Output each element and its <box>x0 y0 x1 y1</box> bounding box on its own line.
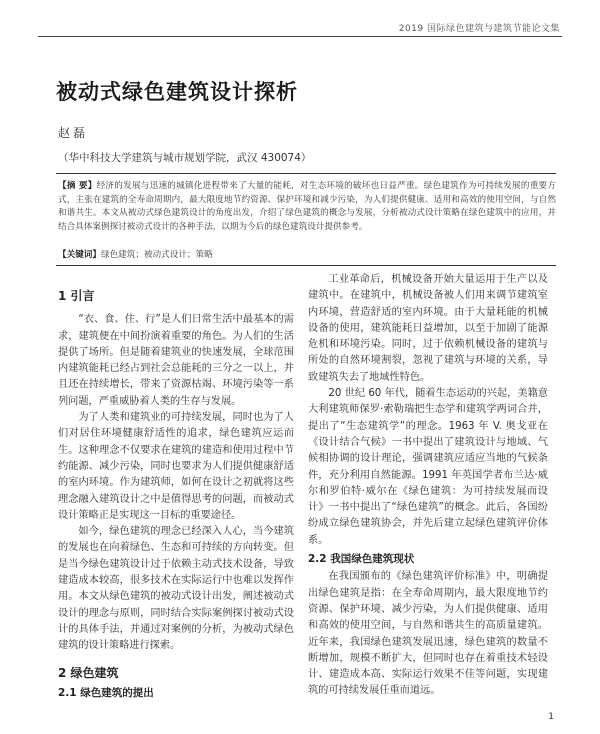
paragraph: “衣、食、住、行”是人们日常生活中最基本的需求，建筑便在中间扮演着重要的角色。为人们的生活提供了场所。但是随着建筑业的快速发展，全球范围内建筑能耗已经占到社会总能耗的三分之一以上，并且还在持续增长，带来了资源枯竭、环境污染等一系列问题，严重威胁着人类的生存与发展。 <box>58 314 294 407</box>
running-head: 2019 国际绿色建筑与建筑节能论文集 <box>398 24 560 34</box>
header-rule <box>38 36 562 37</box>
paragraph: 工业革命后，机械设备开始大量运用于生产以及建筑中。在建筑中，机械设备被人们用来调节建筑室内环境，营造舒适的室内环境。由于大量耗能的机械设备的使用，建筑能耗日益增加，以至于加剧了能源危机和环境污染。同时，过于依赖机械设备的建筑与所处的自然环境割裂，忽视了建筑与环境的关系，导致建筑失去了地域性特色。 <box>308 274 548 383</box>
author-name: 赵磊 <box>58 126 89 140</box>
author-affiliation: （华中科技大学建筑与城市规划学院，武汉 430074） <box>58 152 312 164</box>
abstract-text: 经济的发展与迅速的城镇化进程带来了大量的能耗，对生态环境的破坏也日益严重。绿色建筑作为可持续发展的重要方式，主张在建筑的全寿命周期内，最大限度地节约资源、保护环境和减少污染，为人们提供健康、适用和高效的使用空间，与自然和谐共生。本文从被动式绿色建筑设计的角度出发，介绍了绿色建筑的概念与发展，分析被动式设计策略在绿色建筑中的应用，并结合具体案例探讨被动式设计的各种手法，以期为今后的绿色建筑设计提供参考。 <box>58 181 556 232</box>
subsection-2-2-heading: 2.2 我国绿色建筑现状 <box>308 553 415 566</box>
keywords <box>58 248 213 260</box>
paragraph: 在我国颁布的《绿色建筑评价标准》中，明确提出绿色建筑是指：在全寿命周期内，最大限度地节约资源、保护环境、减少污染，为人们提供健康、适用和高效的使用空间，与自然和谐共生的高质量建筑。近年来，我国绿色建筑发展迅速，绿色建筑的数量不断增加，规模不断扩大，但同时也存在着重技术轻设计、建造成本高、实际运行效果不佳等问题，实现建筑的可持续发展任重而道远。 <box>308 571 548 697</box>
page-number: 1 <box>548 712 554 722</box>
abstract <box>58 180 556 234</box>
paragraph: 20 世纪 60 年代，随着生态运动的兴起，美籍意大利建筑师保罗·索勒瑞把生态学和建筑学两词合并，提出了“生态建筑学”的理念。1963 年 V. 奥戈亚在《设计结合气候》一书中提出了建筑设计与地域、气候相协调的设计理论，强调建筑应适应当地的气候条件，充分利用自然能源。1991 年英国学者布兰达·威尔和罗伯特·威尔在《绿色建筑：为可持续发展而设计》一书中提出了“绿色建筑”的概念。此后，各国纷纷成立绿色建筑协会，并先后建立起绿色建筑评价体系。 <box>308 388 548 546</box>
section-2-heading: 2 绿色建筑 <box>58 665 119 680</box>
keywords-text: 绿色建筑；被动式设计；策略 <box>100 250 213 260</box>
section-1-heading: 1 引言 <box>58 289 95 303</box>
left-column <box>58 272 294 701</box>
paragraph: 为了人类和建筑业的可持续发展，同时也为了人们对居住环境健康舒适性的追求，绿色建筑应运而生。这种理念不仅要求在建筑的建造和使用过程中节约能源、减少污染，同时也要求为人们提供健康舒适的室内环境。作为建筑师，如何在设计之初就将这些理念融入建筑设计之中是值得思考的问题，而被动式设计策略正是实现这一目标的重要途径。 <box>58 412 294 521</box>
abstract-top-rule <box>56 173 556 174</box>
paragraph: 如今，绿色建筑的理念已经深入人心，当今建筑的发展也在向着绿色、生态和可持续的方向转变。但是当今绿色建筑设计过于依赖主动式技术设备，导致建造成本较高，很多技术在实际运行中也难以发挥作用。本文从绿色建筑的被动式设计出发，阐述被动式设计的理念与原则，同时结合实际案例探讨被动式设计的具体手法，并通过对案例的分析，为被动式绿色建筑的设计策略进行探索。 <box>58 526 294 652</box>
subsection-2-1-heading: 2.1 绿色建筑的提出 <box>58 686 154 699</box>
right-column <box>308 272 548 700</box>
abstract-bottom-rule <box>56 265 556 266</box>
keywords-label: 【关键词】 <box>58 250 101 260</box>
abstract-label: 【摘 要】 <box>58 181 97 191</box>
paper-title: 被动式绿色建筑设计探析 <box>56 80 298 104</box>
